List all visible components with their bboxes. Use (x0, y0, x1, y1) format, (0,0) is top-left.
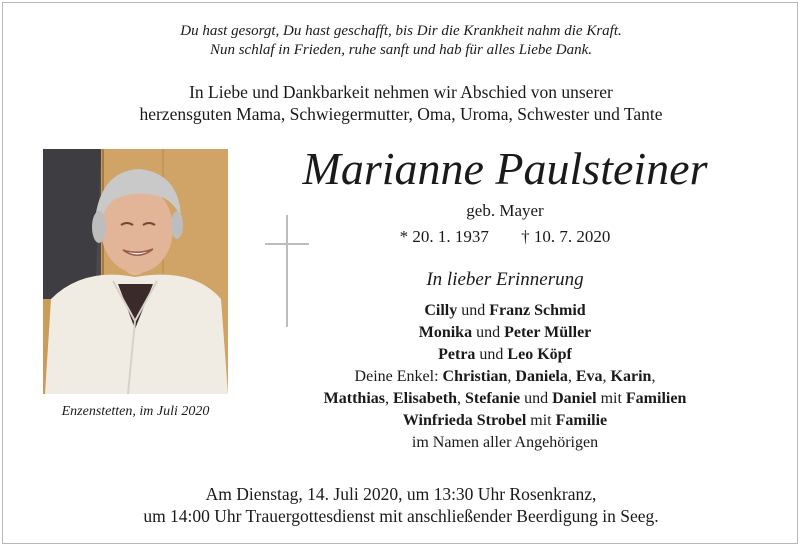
grandchildren-line-1 (267, 366, 743, 388)
portrait-image (43, 149, 228, 394)
grandchild-name: Karin (610, 368, 652, 385)
separator: , (567, 368, 572, 385)
maiden-name: geb. Mayer (466, 201, 544, 220)
mourner-name: Leo Köpf (507, 346, 572, 363)
photo-caption: Enzenstetten, im Juli 2020 (61, 404, 210, 419)
grandchild-name: Daniela (515, 368, 568, 385)
grandchildren-line-2 (267, 388, 743, 410)
mourner-conjunction: mit (530, 412, 552, 429)
memory-heading: In lieber Erinnerung (426, 269, 584, 290)
separator: , (507, 368, 512, 385)
mourner-name: Franz Schmid (489, 302, 586, 319)
mourner-name: Cilly (424, 302, 458, 319)
mourner-row (267, 344, 743, 366)
poem-line-2: Nun schlaf in Frieden, ruhe sanft und hab für alles Liebe Dank. (209, 42, 593, 58)
life-dates (267, 226, 743, 248)
funeral-details (3, 483, 798, 527)
mourner-conjunction: und (524, 390, 549, 407)
mourners-list (267, 300, 743, 454)
mourner-conjunction: mit (600, 390, 622, 407)
mourner-name: Peter Müller (504, 324, 592, 341)
grandchild-name: Daniel (552, 390, 597, 407)
grandchild-name: Matthias (323, 390, 385, 407)
funeral-line-1: Am Dienstag, 14. Juli 2020, um 13:30 Uhr Rosenkranz, (205, 484, 597, 504)
mourner-row (267, 300, 743, 322)
mourner-conjunction: und (476, 324, 501, 341)
grandchild-name: Christian (442, 368, 508, 385)
birth-date: * 20. 1. 1937 (399, 227, 489, 246)
mourner-name: Familie (555, 412, 608, 429)
mourner-name: Monika (418, 324, 473, 341)
grandchild-name: Stefanie (465, 390, 521, 407)
mourner-row (267, 322, 743, 344)
intro-line-2: herzensguten Mama, Schwiegermutter, Oma, Uroma, Schwester und Tante (139, 104, 663, 124)
separator: , (651, 368, 656, 385)
poem (3, 22, 798, 60)
mourner-conjunction: und (461, 302, 486, 319)
intro-text (3, 81, 798, 125)
mourner-row (267, 410, 743, 432)
poem-line-1: Du hast gesorgt, Du hast geschafft, bis Dir die Krankheit nahm die Kraft. (180, 23, 622, 39)
death-date: † 10. 7. 2020 (521, 227, 611, 246)
obituary-notice (2, 2, 798, 544)
grandchild-name: Elisabeth (392, 390, 457, 407)
funeral-line-2: um 14:00 Uhr Trauergottesdienst mit anschließender Beerdigung in Seeg. (143, 506, 659, 526)
mourner-name: Winfrieda Strobel (402, 412, 527, 429)
separator: , (457, 390, 461, 407)
separator: , (384, 390, 389, 407)
portrait-photo (43, 149, 228, 394)
grandchildren-prefix: Deine Enkel: (354, 368, 439, 385)
relatives-note: im Namen aller Angehörigen (411, 434, 599, 451)
grandchild-families: Familien (625, 390, 687, 407)
separator: , (602, 368, 607, 385)
mourner-name: Petra (438, 346, 476, 363)
intro-line-1: In Liebe und Dankbarkeit nehmen wir Abschied von unserer (189, 82, 613, 102)
mourner-conjunction: und (479, 346, 504, 363)
grandchild-name: Eva (575, 368, 603, 385)
deceased-name: Marianne Paulsteiner (302, 143, 708, 194)
